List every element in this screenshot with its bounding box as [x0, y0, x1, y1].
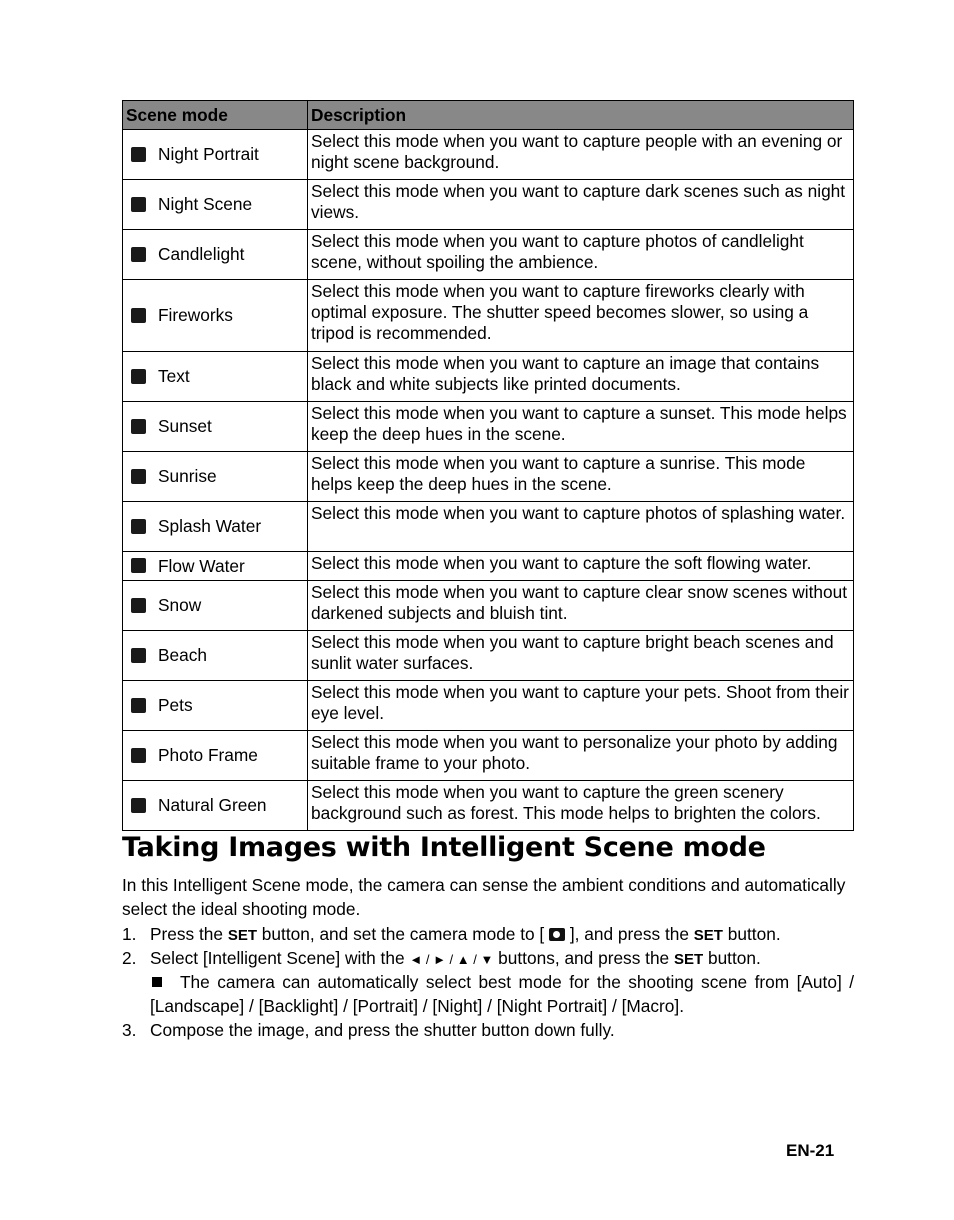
scene-mode-label: Pets [158, 695, 193, 715]
scene-mode-label: Natural Green [158, 795, 267, 815]
table-row [123, 452, 854, 502]
description-cell: Select this mode when you want to capture your pets. Shoot from their eye level. [308, 681, 854, 731]
sunset-icon [131, 419, 146, 434]
scene-mode-cell [123, 631, 308, 681]
set-label: SET [673, 951, 704, 968]
bullet-text: The camera can automatically select best mode for the shooting scene from [Auto] / [Landscape] / [Backlight] / [Portrait] / [Night] / [Night Portrait] / [Macro]. [150, 972, 854, 1016]
scene-mode-cell [123, 130, 308, 180]
night-portrait-icon [131, 147, 146, 162]
snow-icon [131, 598, 146, 613]
scene-mode-label: Sunrise [158, 466, 217, 486]
description-cell: Select this mode when you want to capture a sunset. This mode helps keep the deep hues in the scene. [308, 402, 854, 452]
table-row [123, 731, 854, 781]
scene-mode-label: Fireworks [158, 305, 233, 325]
description-cell: Select this mode when you want to capture people with an evening or night scene background. [308, 130, 854, 180]
scene-mode-label: Night Scene [158, 194, 253, 214]
step-3 [122, 1018, 854, 1042]
scene-mode-table [122, 100, 854, 831]
table-row [123, 230, 854, 280]
step-number: 1. [122, 924, 137, 944]
step-text: Compose the image, and press the shutter button down fully. [150, 1020, 615, 1040]
step-text: ], and press the [565, 924, 694, 944]
fireworks-icon [131, 308, 146, 323]
step-text: buttons, and press the [493, 948, 674, 968]
step-text: button, and set the camera mode to [ [257, 924, 550, 944]
scene-mode-label: Snow [158, 595, 202, 615]
scene-mode-cell [123, 681, 308, 731]
intro-paragraph: In this Intelligent Scene mode, the camera can sense the ambient conditions and automatically select the ideal shooting mode. [122, 875, 846, 919]
scene-mode-label: Beach [158, 645, 208, 665]
candlelight-icon [131, 247, 146, 262]
scene-mode-cell [123, 452, 308, 502]
scene-mode-cell [123, 180, 308, 230]
photo-frame-icon [131, 748, 146, 763]
scene-mode-label: Night Portrait [158, 144, 259, 164]
splash-water-icon [131, 519, 146, 534]
table-row [123, 402, 854, 452]
table-row [123, 681, 854, 731]
scene-mode-cell [123, 581, 308, 631]
bullet-item [150, 970, 854, 1018]
table-row [123, 631, 854, 681]
description-cell: Select this mode when you want to capture photos of splashing water. [308, 502, 854, 552]
description-cell: Select this mode when you want to capture the soft flowing water. [308, 552, 854, 581]
table-row [123, 180, 854, 230]
scene-mode-cell [123, 731, 308, 781]
flow-water-icon [131, 558, 146, 573]
header-scene-mode: Scene mode [123, 101, 308, 130]
scene-mode-label: Text [158, 366, 190, 386]
arrow-buttons-icon: ◄ / ► / ▲ / ▼ [409, 952, 494, 967]
description-cell: Select this mode when you want to capture a sunrise. This mode helps keep the deep hues in the scene. [308, 452, 854, 502]
step-text: button. [703, 948, 761, 968]
scene-mode-cell [123, 402, 308, 452]
description-cell: Select this mode when you want to personalize your photo by adding suitable frame to your photo. [308, 731, 854, 781]
description-cell: Select this mode when you want to capture an image that contains black and white subjects like printed documents. [308, 352, 854, 402]
scene-mode-label: Flow Water [158, 555, 245, 576]
scene-mode-label: Candlelight [158, 244, 245, 264]
scene-mode-cell [123, 280, 308, 352]
text-icon [131, 369, 146, 384]
table-row [123, 781, 854, 831]
table-row [123, 280, 854, 352]
natural-green-icon [131, 798, 146, 813]
scene-mode-label: Splash Water [158, 516, 262, 536]
step-text: Select [Intelligent Scene] with the [150, 948, 410, 968]
scene-mode-cell [123, 781, 308, 831]
sunrise-icon [131, 469, 146, 484]
table-row [123, 581, 854, 631]
table-row [123, 552, 854, 581]
set-label: SET [227, 927, 257, 944]
scene-mode-cell [123, 552, 308, 581]
step-text: button. [722, 924, 781, 944]
bullet-square-icon [152, 977, 162, 987]
scene-mode-cell [123, 352, 308, 402]
description-cell: Select this mode when you want to capture clear snow scenes without darkened subjects and bluish tint. [308, 581, 854, 631]
pets-icon [131, 698, 146, 713]
step-text: Press the [150, 924, 228, 944]
section-title: Taking Images with Intelligent Scene mode [122, 832, 766, 863]
table-header-row [123, 101, 854, 130]
step-1 [122, 922, 854, 948]
header-description: Description [308, 101, 854, 130]
description-cell: Select this mode when you want to capture dark scenes such as night views. [308, 180, 854, 230]
set-label: SET [693, 927, 723, 944]
step-2 [122, 946, 854, 972]
description-cell: Select this mode when you want to capture fireworks clearly with optimal exposure. The shutter speed becomes slower, so using a tripod is recommended. [308, 280, 854, 352]
table-row [123, 352, 854, 402]
beach-icon [131, 648, 146, 663]
page-number: EN-21 [786, 1141, 835, 1160]
description-cell: Select this mode when you want to capture the green scenery background such as forest. This mode helps to brighten the colors. [308, 781, 854, 831]
scene-mode-label: Photo Frame [158, 745, 258, 765]
table-row [123, 130, 854, 180]
night-scene-icon [131, 197, 146, 212]
table-row [123, 502, 854, 552]
scene-mode-cell [123, 502, 308, 552]
step-number: 2. [122, 948, 137, 968]
description-cell: Select this mode when you want to capture photos of candlelight scene, without spoiling the ambience. [308, 230, 854, 280]
step-number: 3. [122, 1020, 137, 1040]
scene-mode-cell [123, 230, 308, 280]
camera-mode-icon [549, 928, 565, 941]
description-cell: Select this mode when you want to capture bright beach scenes and sunlit water surfaces. [308, 631, 854, 681]
scene-mode-label: Sunset [158, 416, 212, 436]
